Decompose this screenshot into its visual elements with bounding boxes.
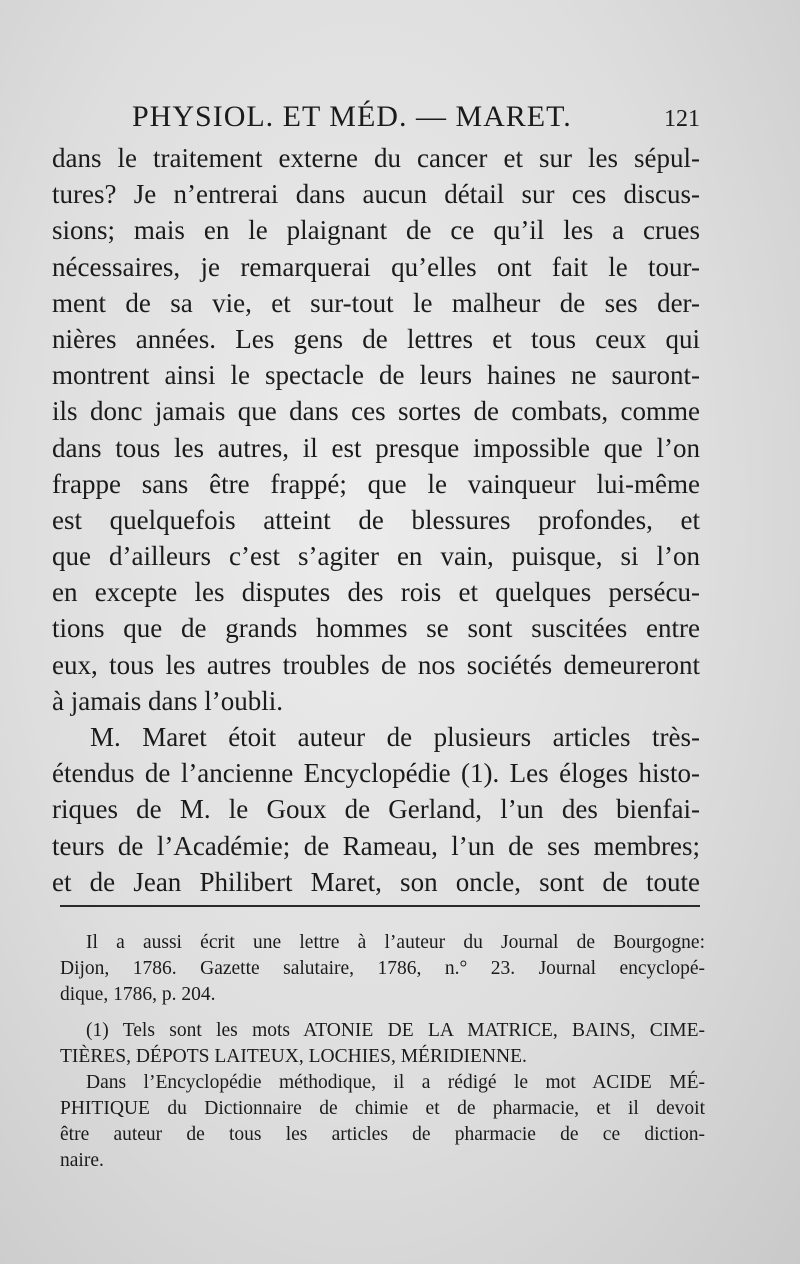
text-line: dans tous les autres, il est presque impossible que l’on [52,432,700,463]
footnote-line: Il a aussi écrit une lettre à l’auteur du Journal de Bourgogne: [86,932,705,953]
text-line: tions que de grands hommes se sont suscitées entre [52,613,700,644]
text-line: que d’ailleurs c’est s’agiter en vain, puisque, si l’on [52,541,700,572]
text-line: sions; mais en le plaignant de ce qu’il les a crues [52,215,700,246]
footnote-line: Dijon, 1786. Gazette salutaire, 1786, n.° 23. Journal encyclopé- [60,958,705,979]
main-text [52,140,700,900]
text-line: est quelquefois atteint de blessures profondes, et [52,504,700,535]
footnote-spacer [60,1008,705,1018]
text-line: dans le traitement externe du cancer et sur les sépul- [52,143,700,173]
text-line: nières années. Les gens de lettres et tous ceux qui [52,323,700,354]
footnote-line: dique, 1786, p. 204. [60,984,216,1005]
running-title: PHYSIOL. ET MÉD. — MARET. [132,100,572,133]
text-line: nécessaires, je remarquerai qu’elles ont fait le tour- [52,251,700,282]
text-line: teurs de l’Académie; de Rameau, l’un de ses membres; [52,830,700,861]
text-line: tures? Je n’entrerai dans aucun détail sur ces discus- [52,179,700,210]
footnote-line: être auteur de tous les articles de pharmacie de ce diction- [60,1124,705,1145]
text-line: et de Jean Philibert Maret, son oncle, sont de toute [52,866,700,897]
footnotes [60,930,705,1174]
footnote-line: TIÈRES, DÉPOTS LAITEUX, LOCHIES, MÉRIDIENNE. [60,1046,527,1067]
text-line: montrent ainsi le spectacle de leurs haines ne sauront- [52,360,700,391]
text-line: M. Maret étoit auteur de plusieurs articles très- [90,722,700,752]
text-line: à jamais dans l’oubli. [52,685,283,716]
text-line: frappe sans être frappé; que le vainqueur lui-même [52,468,700,499]
footnote-line: Dans l’Encyclopédie méthodique, il a rédigé le mot ACIDE MÉ- [86,1072,705,1093]
text-line: étendus de l’ancienne Encyclopédie (1). Les éloges histo- [52,758,700,789]
footnote-line: (1) Tels sont les mots ATONIE DE LA MATRICE, BAINS, CIME- [86,1020,705,1041]
text-line: ment de sa vie, et sur-tout le malheur de ses der- [52,287,700,318]
page-number: 121 [664,106,700,132]
footnote-line: naire. [60,1150,104,1171]
running-header [52,100,700,140]
text-line: en excepte les disputes des rois et quelques persécu- [52,577,700,608]
text-line: riques de M. le Goux de Gerland, l’un des bienfai- [52,794,700,825]
text-line: ils donc jamais que dans ces sortes de combats, comme [52,396,700,427]
footnote-line: PHITIQUE du Dictionnaire de chimie et de pharmacie, et il devoit [60,1098,705,1119]
footnote-divider [60,905,700,907]
text-line: eux, tous les autres troubles de nos sociétés demeureront [52,649,700,680]
